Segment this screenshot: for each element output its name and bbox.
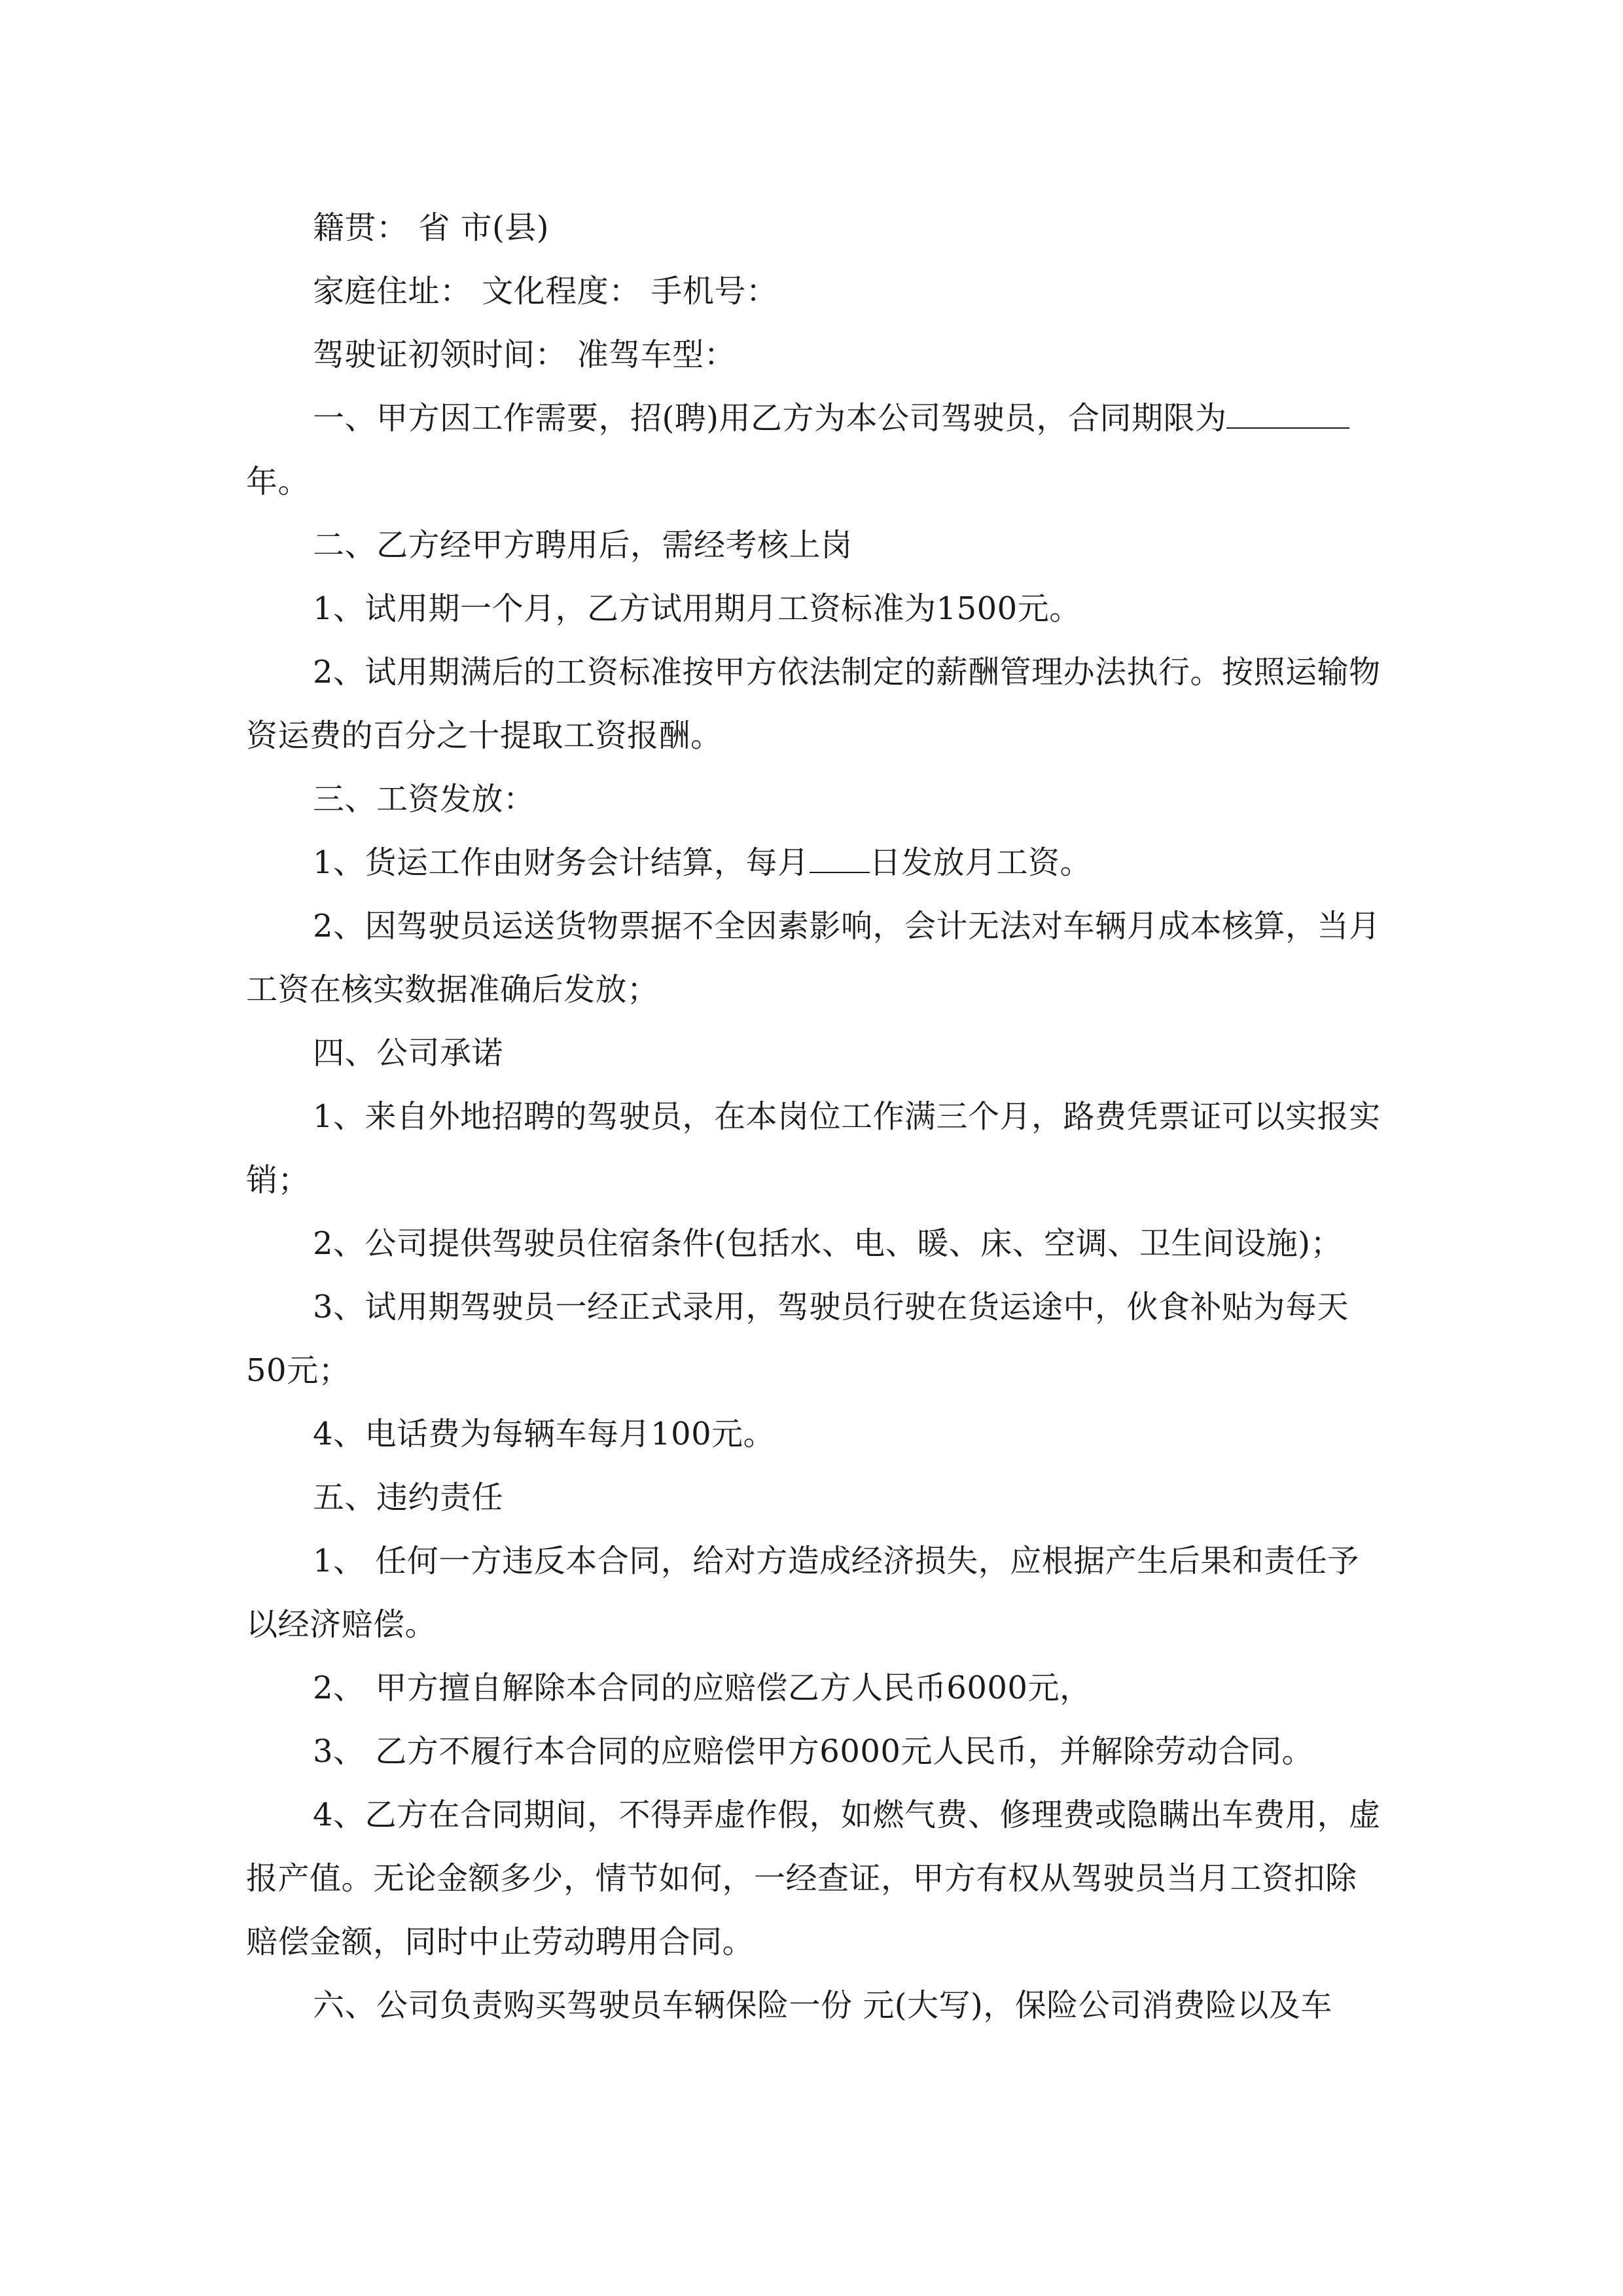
paragraph-license-info: 驾驶证初领时间： 准驾车型：	[313, 336, 736, 373]
paragraph-clause-3-heading: 三、工资发放：	[313, 781, 535, 817]
paragraph-clause-3-2: 2、因驾驶员运送货物票据不全因素影响，会计无法对车辆月成本核算，当月工资在核实数据准确后发放；	[246, 908, 1381, 1008]
paragraph-clause-2-heading: 二、乙方经甲方聘用后，需经考核上岗	[313, 527, 853, 564]
fill-in-blank	[810, 846, 870, 873]
fill-in-blank	[1226, 401, 1349, 429]
paragraph-clause-1: 一、甲方因工作需要，招(聘)用乙方为本公司驾驶员，合同期限为	[246, 387, 1385, 450]
paragraph-clause-6: 六、公司负责购买驾驶员车辆保险一份 元(大写)，保险公司消费险以及车	[313, 1987, 1332, 2024]
paragraph-clause-4-4: 4、电话费为每辆车每月100元。	[313, 1416, 776, 1452]
paragraph-clause-1-cont: 年。	[246, 463, 310, 500]
paragraph-clause-2-2: 2、试用期满后的工资标准按甲方依法制定的薪酬管理办法执行。按照运输物资运费的百分之十提取工资报酬。	[246, 654, 1381, 754]
paragraph-clause-4-2: 2、公司提供驾驶员住宿条件(包括水、电、暖、床、空调、卫生间设施)；	[313, 1225, 1342, 1262]
document-body	[246, 196, 1385, 2037]
paragraph-clause-5-3: 3、 乙方不履行本合同的应赔偿甲方6000元人民币，并解除劳动合同。	[313, 1733, 1313, 1770]
paragraph-clause-3-1: 1、货运工作由财务会计结算，每月 日发放月工资。	[313, 844, 1092, 881]
paragraph-clause-5-4: 4、乙方在合同期间，不得弄虚作假，如燃气费、修理费或隐瞒出车费用，虚报产值。无论金额多少，情节如何，一经查证，甲方有权从驾驶员当月工资扣除赔偿金额，同时中止劳动聘用合同。	[246, 1797, 1381, 1960]
paragraph-clause-5-2: 2、 甲方擅自解除本合同的应赔偿乙方人民币6000元，	[313, 1670, 1092, 1706]
paragraph-clause-2-1: 1、试用期一个月，乙方试用期月工资标准为1500元。	[313, 590, 1081, 627]
paragraph-clause-5-heading: 五、违约责任	[313, 1479, 504, 1516]
paragraph-clause-5-1: 1、 任何一方违反本合同，给对方造成经济损失，应根据产生后果和责任予以经济赔偿。	[246, 1543, 1359, 1643]
paragraph-clause-4-1: 1、来自外地招聘的驾驶员，在本岗位工作满三个月，路费凭票证可以实报实销；	[246, 1098, 1381, 1198]
paragraph-home-address: 家庭住址： 文化程度： 手机号：	[313, 273, 778, 310]
paragraph-clause-4-3: 3、试用期驾驶员一经正式录用，驾驶员行驶在货运途中，伙食补贴为每天50元；	[246, 1289, 1349, 1389]
paragraph-native-place: 籍贯： 省 市(县)	[313, 209, 549, 246]
paragraph-clause-4-heading: 四、公司承诺	[313, 1035, 504, 1071]
